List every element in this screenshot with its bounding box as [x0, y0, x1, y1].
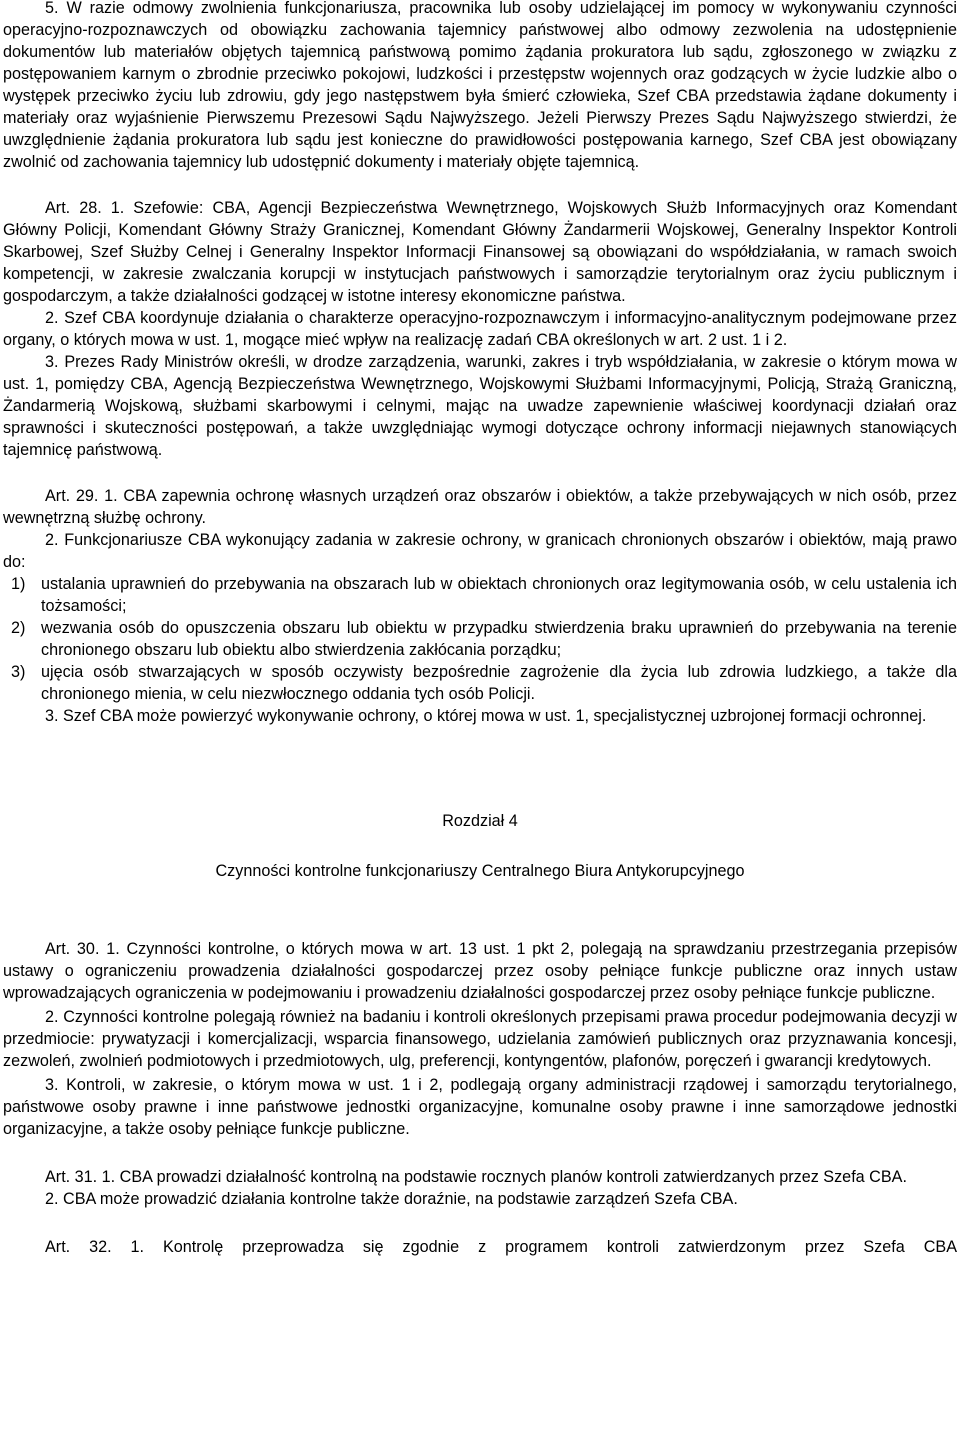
- art32-paragraph-1: Art. 32. 1. Kontrolę przeprowadza się zgodnie z programem kontroli zatwierdzonym przez Szefa CBA: [45, 1238, 957, 1256]
- list-item-number: 3): [11, 663, 26, 681]
- spacer: [3, 1210, 957, 1232]
- spacer: [3, 1140, 957, 1162]
- spacer: [3, 727, 957, 795]
- art28-paragraph-1: Art. 28. 1. Szefowie: CBA, Agencji Bezpieczeństwa Wewnętrznego, Wojskowych Służb Informacyjnych oraz Komendant Główny Policji, Komendant Główny Straży Granicznej, Komendant Główny Żandarmerii Wojskowej, Generalny Inspektor Kontroli Skarbowej, Szef Służby Celnej i Generalny Inspektor Informacji Finansowej są obowiązani do współdziałania, w ramach swoich kompetencji, w zakresie zwalczania korupcji w instytucjach państwowych i samorządzie terytorialnym oraz życiu publicznym i gospodarczym, a także działalności godzącej w istotne interesy ekonomiczne państwa.: [3, 199, 957, 305]
- art30-paragraph-3: 3. Kontroli, w zakresie, o którym mowa w ust. 1 i 2, podlegają organy administracji rządowej i samorządu terytorialnego, państwowe osoby prawne i inne państwowe jednostki organizacyjne, komunalne osoby prawne i inne samorządowe jednostki organizacyjne, a także osoby pełniące funkcje publiczne.: [3, 1076, 957, 1138]
- spacer: [3, 461, 957, 483]
- list-item: [3, 573, 957, 617]
- spacer: [3, 832, 957, 854]
- list-item-text: wezwania osób do opuszczenia obszaru lub obiektu w przypadku stwierdzenia braku uprawnień do przebywania na terenie chronionego obszaru lub obiektu albo stwierdzenia zakłócania porządku;: [41, 619, 957, 659]
- list-item-number: 2): [11, 619, 26, 637]
- art28-paragraph-3: 3. Prezes Rady Ministrów określi, w drodze zarządzenia, warunki, zakres i tryb współdziałania, w zakresie o którym mowa w ust. 1, pomiędzy CBA, Agencją Bezpieczeństwa Wewnętrznego, Wojskowymi Służbami Informacyjnymi, Policją, Strażą Graniczną, Żandarmerią Wojskową, służbami skarbowymi i celnymi, mając na uwadze zapewnienie właściwej koordynacji działań oraz sprawności i skuteczności postępowań, a także uwzględniając wymogi dotyczące ochrony informacji niejawnych stanowiących tajemnicę państwową.: [3, 353, 957, 459]
- list-item: [3, 661, 957, 705]
- art29-paragraph-3: 3. Szef CBA może powierzyć wykonywanie ochrony, o której mowa w ust. 1, specjalistycznej uzbrojonej formacji ochronnej.: [45, 707, 927, 725]
- art28-paragraph-2: 2. Szef CBA koordynuje działania o charakterze operacyjno-rozpoznawczym i informacyjno-analitycznym podejmowane przez organy, o których mowa w ust. 1, mogące mieć wpływ na realizację zadań CBA określonych w art. 2 ust. 1 i 2.: [3, 309, 957, 349]
- art31-paragraph-2: 2. CBA może prowadzić działania kontrolne także doraźnie, na podstawie zarządzeń Szefa CBA.: [45, 1190, 738, 1208]
- list-item-number: 1): [11, 575, 26, 593]
- art31-paragraph-1: Art. 31. 1. CBA prowadzi działalność kontrolną na podstawie rocznych planów kontroli zatwierdzanych przez Szefa CBA.: [45, 1168, 907, 1186]
- spacer: [3, 173, 957, 195]
- spacer: [3, 882, 957, 930]
- art30-paragraph-2: 2. Czynności kontrolne polegają również na badaniu i kontroli określonych przepisami prawa procedur podejmowania decyzji w przedmiocie: prywatyzacji i komercjalizacji, wsparcia finansowego, udzielania zamówień publicznych oraz przyznawania koncesji, zezwoleń, zwolnień podmiotowych i przedmiotowych, ulg, preferencji, kontyngentów, plafonów, poręczeń i gwarancji kredytowych.: [3, 1008, 957, 1070]
- document-page: [3, 0, 957, 1258]
- chapter-number: Rozdział 4: [442, 812, 518, 830]
- chapter-title: Czynności kontrolne funkcjonariuszy Centralnego Biura Antykorupcyjnego: [215, 862, 745, 880]
- art29-paragraph-1: Art. 29. 1. CBA zapewnia ochronę własnych urządzeń oraz obszarów i obiektów, a także przebywających w nich osób, przez wewnętrzną służbę ochrony.: [3, 487, 957, 527]
- list-item-text: ujęcia osób stwarzających w sposób oczywisty bezpośrednie zagrożenie dla życia lub zdrowia ludzkiego, a także dla chronionego mienia, w celu niezwłocznego oddania tych osób Policji.: [41, 663, 957, 703]
- art27-paragraph-5: 5. W razie odmowy zwolnienia funkcjonariusza, pracownika lub osoby udzielającej im pomocy w wykonywaniu czynności operacyjno-rozpoznawczych od obowiązku zachowania tajemnicy państwowej albo odmowy zezwolenia na udostępnienie dokumentów lub materiałów objętych tajemnicą państwową pomimo żądania prokuratora lub sądu, zgłoszonego w związku z postępowaniem karnym o zbrodnie przeciwko pokojowi, ludzkości i przestępstw wojennych oraz godzących w życie ludzkie albo o występek przeciwko życiu lub zdrowiu, gdy jego następstwem była śmierć człowieka, Szef CBA przedstawia żądane dokumenty i materiały oraz wyjaśnienie Pierwszemu Prezesowi Sądu Najwyższego. Jeżeli Pierwszy Prezes Sądu Najwyższego stwierdzi, że uwzględnienie żądania prokuratora lub sądu jest konieczne do prawidłowości postępowania karnego, Szef CBA jest obowiązany zwolnić od zachowania tajemnicy lub udostępnić dokumenty i materiały objęte tajemnicą.: [3, 0, 957, 171]
- art29-paragraph-2: 2. Funkcjonariusze CBA wykonujący zadania w zakresie ochrony, w granicach chronionych obszarów i obiektów, mają prawo do:: [3, 531, 957, 571]
- art30-paragraph-1: Art. 30. 1. Czynności kontrolne, o których mowa w art. 13 ust. 1 pkt 2, polegają na sprawdzaniu przestrzegania przepisów ustawy o ograniczeniu prowadzenia działalności gospodarczej przez osoby pełniące funkcje publiczne oraz innych ustaw wprowadzających ograniczenia w podejmowaniu i prowadzeniu działalności gospodarczej przez osoby pełniące funkcje publiczne.: [3, 940, 957, 1002]
- list-item: [3, 617, 957, 661]
- list-item-text: ustalania uprawnień do przebywania na obszarach lub w obiektach chronionych oraz legitymowania osób, w celu ustalenia ich tożsamości;: [41, 575, 957, 615]
